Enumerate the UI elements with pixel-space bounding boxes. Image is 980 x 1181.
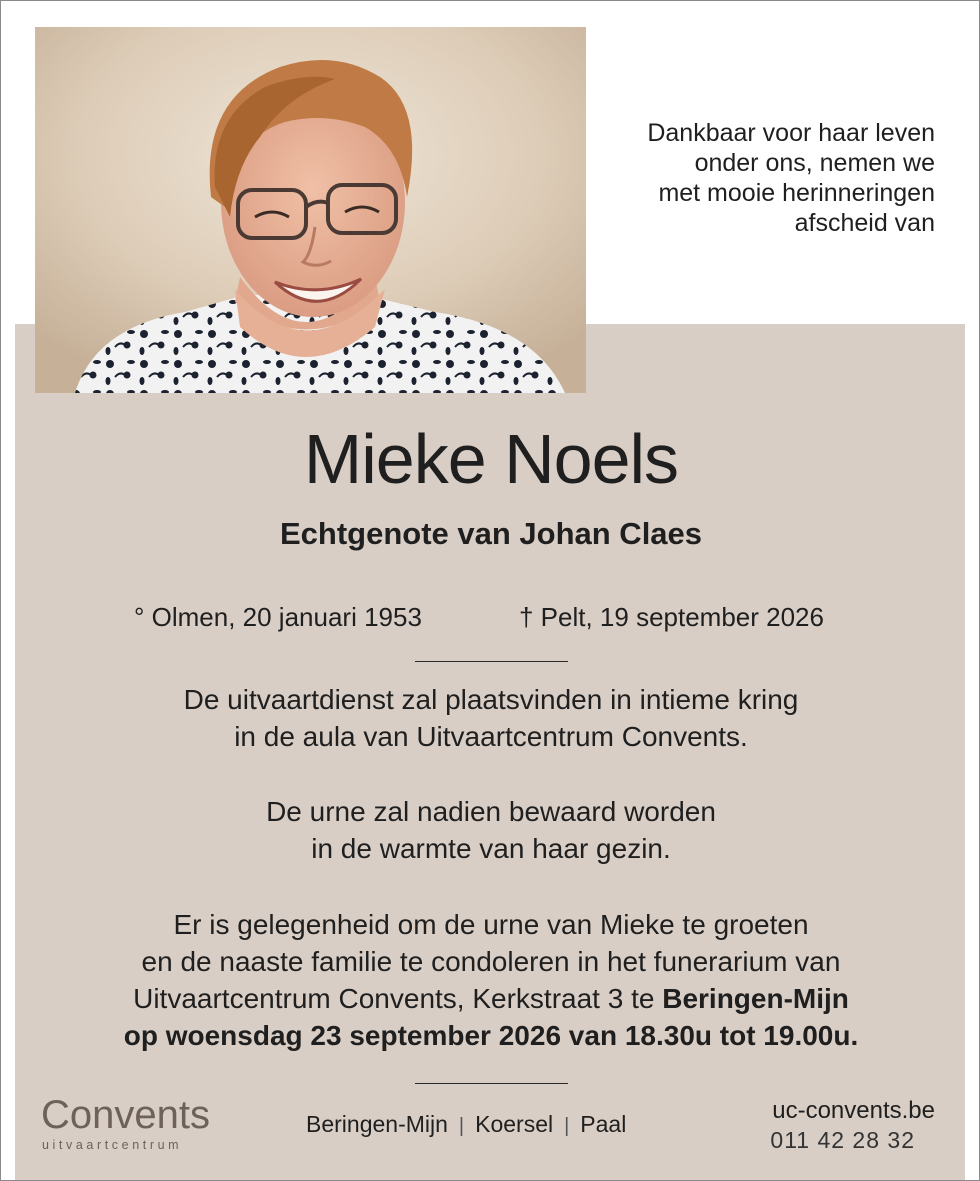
service-paragraph	[1, 681, 980, 755]
visitation-line	[1, 980, 980, 1017]
visitation-paragraph	[1, 906, 980, 1054]
spouse-line: Echtgenote van Johan Claes	[279, 516, 703, 551]
urn-line: De urne zal nadien bewaard worden	[266, 796, 716, 827]
birth-info: ° Olmen, 20 januari 1953	[134, 602, 422, 632]
service-line: De uitvaartdienst zal plaatsvinden in intieme kring	[183, 684, 799, 715]
location-separator: |	[458, 1115, 465, 1137]
location-item: Koersel	[475, 1111, 554, 1137]
deceased-name: Mieke Noels	[303, 420, 679, 498]
location-list	[306, 1109, 626, 1141]
website-text: uc-convents.be	[772, 1097, 935, 1124]
visitation-address: Uitvaartcentrum Convents, Kerkstraat 3 te	[133, 983, 663, 1014]
divider	[415, 1083, 568, 1084]
visitation-line: Er is gelegenheid om de urne van Mieke te groeten	[173, 909, 809, 940]
location-item: Paal	[580, 1111, 627, 1137]
death-info: † Pelt, 19 september 2026	[519, 602, 824, 632]
location-item: Beringen-Mijn	[306, 1111, 448, 1137]
intro-text	[575, 118, 935, 238]
portrait-photo	[35, 27, 586, 393]
location-separator: |	[564, 1115, 570, 1137]
visitation-line: en de naaste familie te condoleren in het funerarium van	[141, 946, 841, 977]
visitation-location: Beringen-Mijn	[662, 983, 849, 1014]
service-line: in de aula van Uitvaartcentrum Convents.	[234, 721, 748, 752]
phone-number: 011 42 28 32	[770, 1127, 915, 1153]
intro-line: onder ons, nemen we	[694, 149, 935, 177]
intro-line: Dankbaar voor haar leven	[647, 119, 935, 147]
portrait-illustration	[35, 27, 586, 393]
urn-line: in de warmte van haar gezin.	[311, 833, 671, 864]
convents-logo: Convents	[41, 1093, 210, 1137]
convents-logo-subtitle: uitvaartcentrum	[42, 1138, 183, 1152]
divider	[415, 661, 568, 662]
visitation-datetime: op woensdag 23 september 2026 van 18.30u tot 19.00u.	[123, 1020, 859, 1051]
intro-line: met mooie herinneringen	[658, 179, 935, 207]
urn-paragraph	[1, 793, 980, 867]
intro-line: afscheid van	[794, 209, 935, 237]
